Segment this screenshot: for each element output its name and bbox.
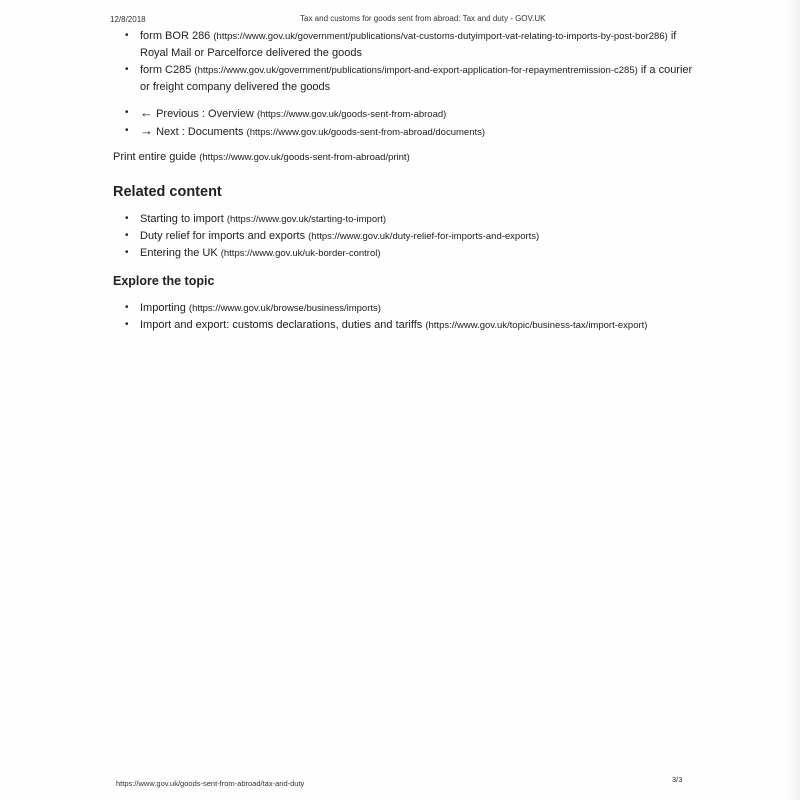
form-c285-link[interactable]: form C285 (140, 64, 192, 76)
related-link-entering-uk[interactable]: Entering the UK (140, 247, 218, 259)
print-guide-line (113, 149, 693, 166)
list-item (140, 245, 693, 262)
previous-page-url: (https://www.gov.uk/goods-sent-from-abroad) (256, 109, 447, 120)
related-content-list (113, 211, 693, 262)
print-date: 12/8/2018 (110, 15, 146, 24)
explore-link-importing[interactable]: Importing (140, 302, 186, 314)
next-page-url: (https://www.gov.uk/goods-sent-from-abroad/documents) (246, 127, 486, 138)
page-content (113, 28, 693, 334)
list-item (140, 62, 693, 95)
print-guide-link[interactable]: Print entire guide (113, 151, 197, 163)
page-number: 3/3 (672, 775, 683, 784)
form-bor286-url: (https://www.gov.uk/government/publications/vat-customs-dutyimport-vat-relating-to-imports-by-post-bor286) (213, 31, 668, 42)
previous-page-item (140, 105, 693, 123)
arrow-left-icon: ← (140, 105, 153, 120)
related-link-duty-relief[interactable]: Duty relief for imports and exports (140, 230, 306, 242)
scan-edge-shading (786, 0, 800, 800)
list-item (140, 317, 693, 334)
pagination-nav (113, 105, 693, 141)
form-bor286-suffix: if Royal Mail or Parcelforce delivered the goods (140, 30, 677, 59)
previous-page-link[interactable]: Previous : Overview (156, 108, 254, 120)
explore-link-import-export[interactable]: Import and export: customs declarations, duties and tariffs (140, 319, 423, 331)
form-c285-url: (https://www.gov.uk/government/publications/import-and-export-application-for-repaymentremission-c285) (194, 65, 638, 76)
list-item (140, 300, 693, 317)
form-bor286-link[interactable]: form BOR 286 (140, 30, 211, 42)
related-content-heading: Related content (113, 184, 222, 200)
related-url: (https://www.gov.uk/uk-border-control) (220, 248, 381, 259)
list-item (140, 28, 693, 61)
explore-url: (https://www.gov.uk/browse/business/imports) (188, 303, 381, 314)
list-item (140, 211, 693, 228)
explore-url: (https://www.gov.uk/topic/business-tax/import-export) (425, 320, 648, 331)
forms-list (113, 28, 693, 95)
list-item (140, 228, 693, 245)
explore-topic-heading: Explore the topic (113, 274, 215, 288)
next-page-item (140, 123, 693, 141)
related-link-starting-to-import[interactable]: Starting to import (140, 213, 224, 225)
arrow-right-icon: → (140, 123, 153, 138)
print-guide-url: (https://www.gov.uk/goods-sent-from-abroad/print) (199, 152, 410, 163)
next-page-link[interactable]: Next : Documents (156, 126, 244, 138)
related-url: (https://www.gov.uk/duty-relief-for-imports-and-exports) (308, 231, 540, 242)
related-url: (https://www.gov.uk/starting-to-import) (226, 214, 387, 225)
print-footer-url: https://www.gov.uk/goods-sent-from-abroad/tax-and-duty (116, 779, 305, 788)
form-c285-suffix: if a courier or freight company delivered the goods (140, 64, 693, 93)
explore-topic-list (113, 300, 693, 334)
print-header-title: Tax and customs for goods sent from abroad: Tax and duty - GOV.UK (300, 14, 546, 23)
